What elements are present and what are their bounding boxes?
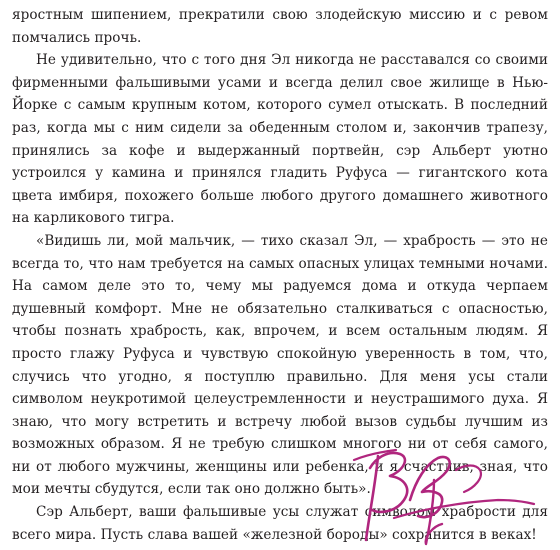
handwritten-signature bbox=[330, 440, 540, 548]
paragraph-closing-tribute: Сэр Альберт, ваши фальшивые усы служат символом храбрости для всего мира. Пусть слава вашей «железной бороды» сохранится в веках! bbox=[12, 504, 548, 543]
signature-stroke bbox=[366, 456, 378, 540]
paragraph-al-quote: «Видишь ли, мой мальчик, — тихо сказал Эл, — храбрость — это не всегда то, что нам требуется на самых опасных улицах темными ночами. На самом деле это то, чему мы радуемся дома и откуда черпаем душевный комфорт. Мне не обязательно сталкиваться с опасностью, чтобы познать храбрость, как, впрочем, и всем остальным людям. Я просто глажу Руфуса и чувствую спокойную уверенность в том, что, случись что угодно, я поступлю правильно. Для меня усы стали символом неукротимой целеустремленности и неустрашимого духа. Я знаю, что могу встретить и встречу любой вызов судьбы лучшим из возможных образом. Я не требую слишком многого ни от себя самого, ни от любого мужчины, женщины или ребенка, и я счастлив, зная, что мои мечты сбудутся, если так оно должно быть». bbox=[12, 232, 548, 498]
signature-stroke bbox=[394, 500, 534, 518]
paragraph-al-and-cat: Не удивительно, что с того дня Эл никогда не расставался со своими фирменными фальшивыми усами и всегда делил свое жилище в Нью-Йорке с самым крупным котом, которого сумел отыскать. В последний раз, когда мы с ним сидели за обеденным столом и, закончив трапезу, принялись за кофе и выдержанный портвейн, сэр Альберт уютно устроился у камина и принялся гладить Руфуса — гигантского кота цвета имбиря, похожего больше любого другого домашнего животного на карликового тигра. bbox=[12, 52, 548, 227]
paragraph-continuation: яростным шипением, прекратили свою злодейскую миссию и с ревом помчались прочь. bbox=[12, 7, 548, 46]
signature-stroke bbox=[354, 450, 396, 460]
signature-stroke bbox=[456, 466, 481, 493]
signature-stroke bbox=[426, 480, 442, 544]
